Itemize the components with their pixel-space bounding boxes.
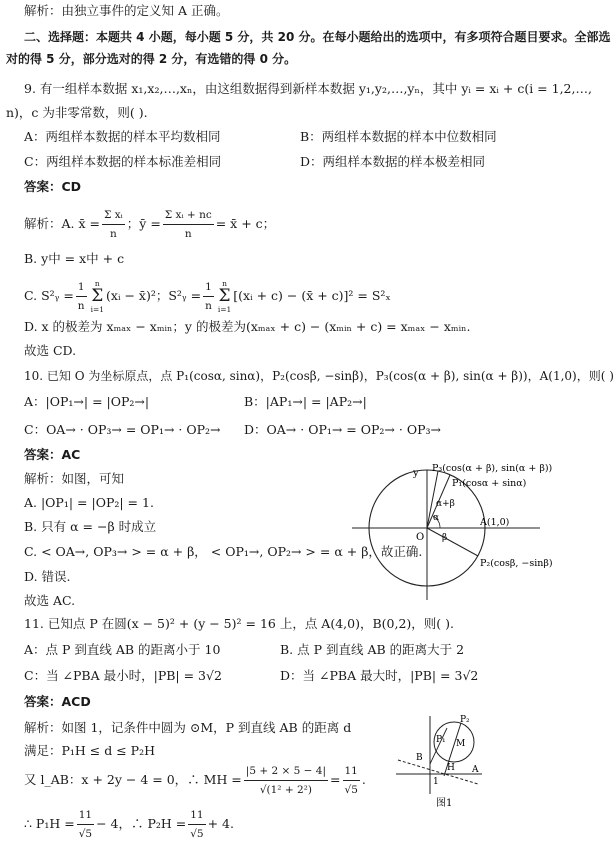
q11-answer: 答案：ACD (24, 694, 91, 709)
section-heading: 二、选择题：本题共 4 小题，每小题 5 分，共 20 分。在每小题给出的选项中，有多项符合题目要求。全部选 (24, 30, 611, 44)
q10-stem: 10. 已知 O 为坐标原点，点 P₁(cosα, sinα)，P₂(cosβ, −sinβ)，P₃(cos(α + β), sin(α + β))，A(1,0)，则( ) (24, 369, 614, 383)
q11-solution-2: 满足：P₁H ≤ d ≤ P₂H (24, 743, 155, 758)
sol-a-end: = x̄ + c； (215, 216, 276, 231)
p2-label: P₂ (460, 715, 470, 725)
sol4-prefix: ∴ P₁H = (24, 816, 75, 831)
one-over-n (76, 278, 87, 315)
fraction-denominator: n (110, 227, 117, 240)
mean-y-fraction (163, 206, 214, 243)
prev-solution-line: 解析：由独立事件的定义知 A 正确。 (24, 3, 229, 18)
eleven-over-root5 (77, 806, 94, 843)
circle-line-figure (392, 712, 502, 812)
fraction-numerator: Σ xᵢ (102, 206, 125, 225)
a-point-label: A(1,0) (480, 517, 510, 528)
beta-label: β (442, 533, 448, 543)
q10-solution-5: D. 错误. (24, 569, 71, 584)
q9-option-d: D：两组样本数据的样本极差相同 (300, 154, 486, 169)
fraction-numerator: 11 (343, 762, 360, 781)
sol4-end: + 4. (207, 816, 234, 831)
eleven-over-root5 (343, 762, 360, 799)
fraction-denominator: √5 (78, 827, 93, 840)
summation-symbol (91, 279, 104, 314)
h-label: H (447, 763, 455, 773)
q10-answer: 答案：AC (24, 447, 81, 462)
eleven-over-root5 (188, 806, 205, 843)
q11-stem: 11. 已知点 P 在圆(x − 5)² + (y − 5)² = 16 上，点 A(4,0)，B(0,2)，则( ). (24, 616, 454, 631)
fraction-numerator: 1 (203, 278, 214, 297)
q11-solution-4 (24, 806, 234, 842)
q9-answer: 答案：CD (24, 179, 82, 194)
a-label: A (472, 765, 479, 775)
q11-option-b: B. 点 P 到直线 AB 的距离大于 2 (280, 642, 465, 657)
q9-option-c: C：两组样本数据的样本标准差相同 (24, 154, 222, 169)
fraction-numerator: 11 (77, 806, 94, 825)
fraction-numerator: Σ xᵢ + nc (163, 206, 214, 225)
figure-caption: 图1 (436, 798, 453, 809)
b-label: B (416, 753, 423, 763)
q9-option-a: A：两组样本数据的样本平均数相同 (24, 129, 221, 144)
sigma-glyph: Σ (91, 285, 104, 306)
q9-solution-d: D. x 的极差为 xₘₐₓ − xₘᵢₙ；y 的极差为(xₘₐₓ + c) − (xₘᵢₙ + c) = xₘₐₓ − xₘᵢₙ. (24, 319, 471, 334)
q10-solution-2: A. |OP₁| = |OP₂| = 1. (24, 495, 154, 510)
y-axis-label: y (413, 468, 419, 479)
q11-solution-1: 解析：如图 1，记条件中圆为 ⊙M，P 到直线 AB 的距离 d (24, 720, 352, 735)
fraction-denominator: n (77, 299, 85, 312)
q9-stem-cont: n)，c 为非零常数，则( ). (6, 105, 148, 120)
q10-solution-1: 解析：如图，可知 (24, 471, 125, 486)
p1-label: P₁ (436, 735, 446, 745)
one-over-n (203, 278, 214, 315)
mh-fraction (244, 762, 328, 799)
segment-b-p (430, 728, 447, 764)
sigma-glyph: Σ (218, 285, 231, 306)
fraction-denominator: n (205, 299, 212, 312)
sol-a-label: 解析：A. x̄ = (24, 216, 100, 231)
mean-x-fraction (102, 206, 125, 243)
m-label: M (456, 739, 466, 749)
q10-option-d: D：OA→ · OP₁→ = OP₂→ · OP₃→ (244, 422, 441, 437)
sol3-end: . (361, 772, 366, 787)
q10-option-b: B：|AP₁→| = |AP₂→| (244, 394, 367, 409)
q10-option-a: A：|OP₁→| = |OP₂→| (24, 394, 150, 409)
q10-conclusion: 故选 AC. (24, 593, 76, 608)
sol4-mid: − 4，∴ P₂H = (96, 816, 187, 831)
q9-solution-b: B. y中 = x中 + c (24, 251, 125, 266)
summation-symbol (218, 279, 231, 314)
q10-option-c: C：OA→ · OP₃→ = OP₁→ · OP₂→ (24, 422, 221, 437)
equals-sign: = (330, 772, 341, 787)
p2-label: P₂(cosβ, −sinβ) (480, 558, 553, 569)
q9-conclusion: 故选 CD. (24, 343, 77, 358)
q9-solution-c (24, 276, 391, 316)
sol-a-mid: ；ȳ = (126, 216, 161, 231)
fraction-denominator: √5 (190, 827, 204, 840)
fraction-denominator: √5 (344, 783, 358, 796)
sol-c-label: C. S²ᵧ = (24, 288, 74, 303)
p3-label: P₃(cos(α + β), sin(α + β)) (432, 463, 553, 474)
fraction-denominator: √(1² + 2²) (259, 783, 312, 796)
p1-label: P₁(cosα + sinα) (452, 478, 527, 489)
q9-stem: 9. 有一组样本数据 x₁,x₂,…,xₙ，由这组数据得到新样本数据 y₁,y₂,…,yₙ，其中 yᵢ = xᵢ + c(i = 1,2,…, (24, 81, 592, 96)
fraction-numerator: 1 (76, 278, 87, 297)
alpha-beta-label: α+β (436, 499, 455, 509)
fraction-numerator: |5 + 2 × 5 − 4| (244, 762, 328, 781)
origin-label: O (416, 532, 425, 543)
sigma-lower: i=1 (90, 304, 105, 314)
sol-c-mid: (xᵢ − x̄)²；S²ᵧ = (106, 288, 202, 303)
q9-solution-a (24, 206, 275, 242)
q10-solution-4: C. < OA→, OP₃→ > = α + β， < OP₁→, OP₂→ > = α + β，故正确. (24, 544, 423, 559)
fraction-numerator: 11 (188, 806, 205, 825)
sol-c-end: [(xᵢ + c) − (x̄ + c)]² = S²ₓ (233, 288, 391, 303)
unit-circle-figure (350, 462, 553, 602)
q11-option-a: A：点 P 到直线 AB 的距离小于 10 (24, 642, 221, 657)
sol3-prefix: 又 l_AB：x + 2y − 4 = 0，∴ MH = (24, 772, 242, 787)
q11-solution-3 (24, 762, 366, 798)
one-label: 1 (433, 777, 439, 787)
sigma-upper: n (94, 278, 100, 288)
sigma-upper: n (222, 278, 227, 288)
q10-solution-3: B. 只有 α = −β 时成立 (24, 519, 157, 534)
alpha-label: α (433, 513, 440, 523)
fraction-denominator: n (184, 227, 192, 240)
section-heading-cont: 对的得 5 分，部分选对的得 2 分，有选错的得 0 分。 (6, 52, 297, 66)
q9-option-b: B：两组样本数据的样本中位数相同 (300, 129, 497, 144)
segment-op2 (427, 528, 478, 556)
q11-option-d: D：当 ∠PBA 最大时，|PB| = 3√2 (280, 668, 479, 683)
q11-option-c: C：当 ∠PBA 最小时，|PB| = 3√2 (24, 668, 222, 683)
sigma-lower: i=1 (217, 304, 232, 314)
